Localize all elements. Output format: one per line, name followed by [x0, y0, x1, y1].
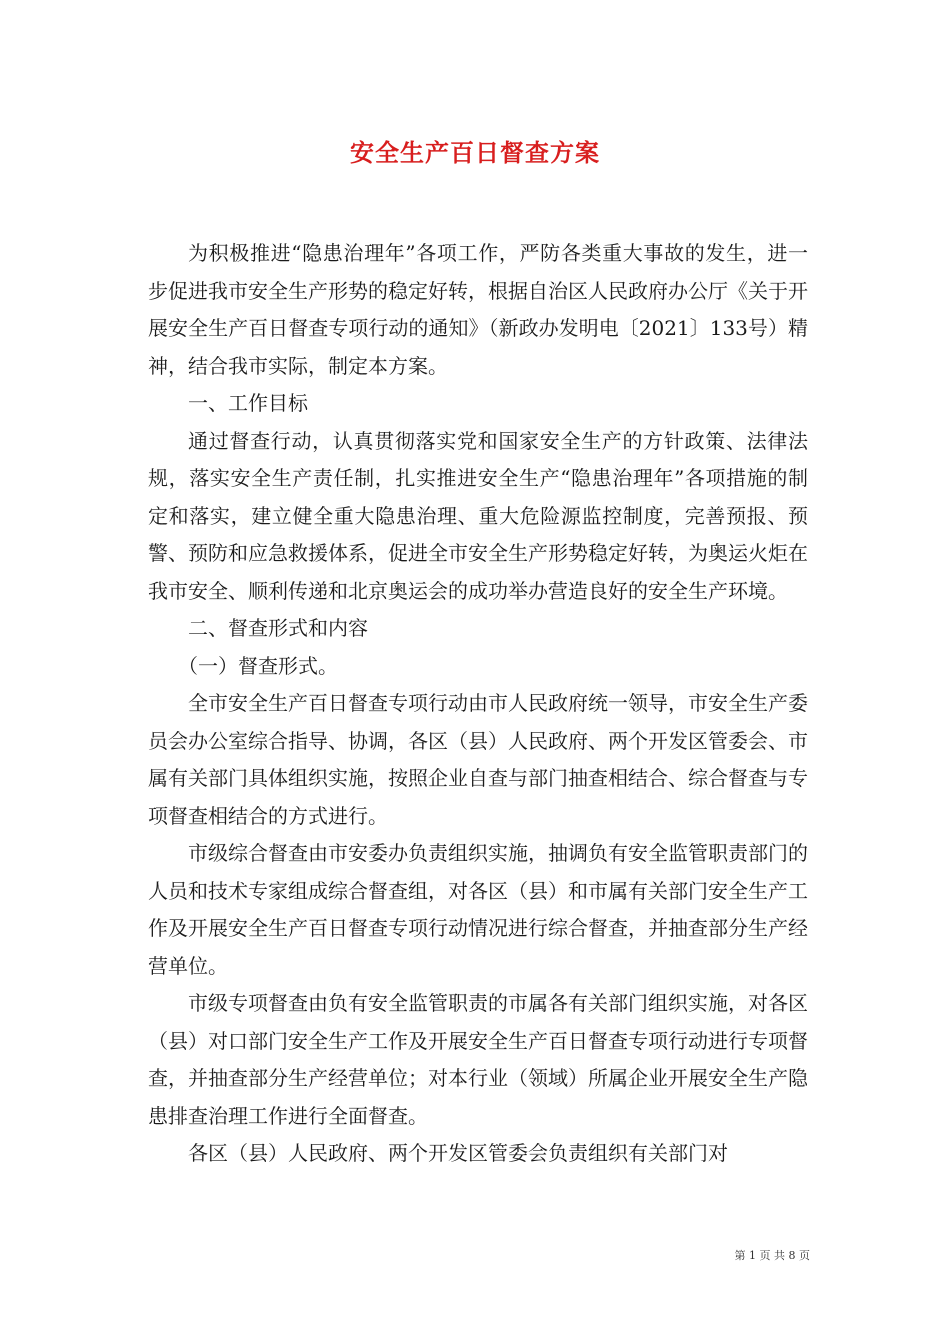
section-heading-goals: 一、工作目标: [188, 391, 308, 415]
intro-paragraph: 为积极推进“隐患治理年”各项工作，严防各类重大事故的发生，进一步促进我市安全生产形势的稳定好转，根据自治区人民政府办公厅《关于开展安全生产百日督查专项行动的通知》（新政办发明电〔2021〕133号）精神，结合我市实际，制定本方案。: [148, 241, 808, 378]
document-body: [148, 235, 808, 1173]
goals-paragraph: 通过督查行动，认真贯彻落实党和国家安全生产的方针政策、法律法规，落实安全生产责任制，扎实推进安全生产“隐患治理年”各项措施的制定和落实，建立健全重大隐患治理、重大危险源监控制度，完善预报、预警、预防和应急救援体系，促进全市安全生产形势稳定好转，为奥运火炬在我市安全、顺利传递和北京奥运会的成功举办营造良好的安全生产环境。: [148, 428, 808, 603]
page-number: 第 1 页 共 8 页: [734, 1249, 810, 1262]
subsection-heading-form: （一）督查形式。: [178, 653, 338, 678]
comprehensive-inspection-paragraph: 市级综合督查由市安委办负责组织实施，抽调负有安全监管职责部门的人员和技术专家组成综合督查组，对各区（县）和市属有关部门安全生产工作及开展安全生产百日督查专项行动情况进行综合督查，并抽查部分生产经营单位。: [148, 841, 808, 978]
district-paragraph: 各区（县）人民政府、两个开发区管委会负责组织有关部门对: [188, 1141, 728, 1165]
form-paragraph: 全市安全生产百日督查专项行动由市人民政府统一领导，市安全生产委员会办公室综合指导、协调，各区（县）人民政府、两个开发区管委会、市属有关部门具体组织实施，按照企业自查与部门抽查相结合、综合督查与专项督查相结合的方式进行。: [148, 691, 808, 828]
document-title: 安全生产百日督查方案: [350, 138, 600, 167]
section-heading-form-content: 二、督查形式和内容: [188, 616, 368, 640]
special-inspection-paragraph: 市级专项督查由负有安全监管职责的市属各有关部门组织实施，对各区（县）对口部门安全生产工作及开展安全生产百日督查专项行动进行专项督查，并抽查部分生产经营单位；对本行业（领域）所属企业开展安全生产隐患排查治理工作进行全面督查。: [148, 991, 808, 1128]
